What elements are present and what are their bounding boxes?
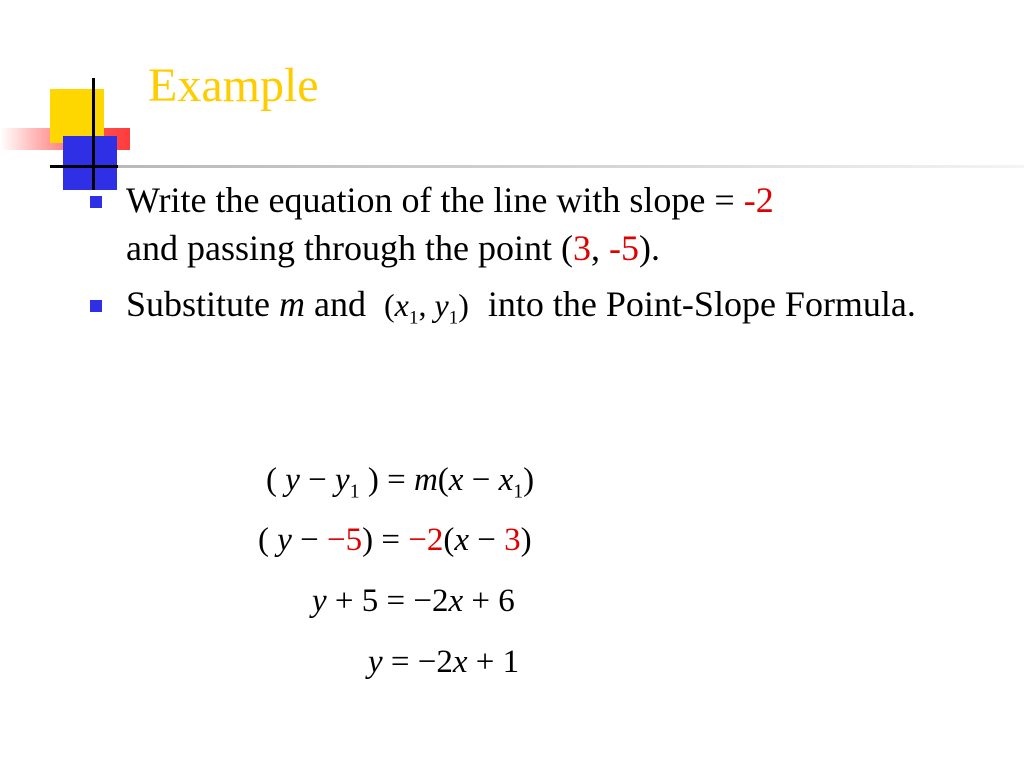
equation-0-part-2: − (299, 462, 336, 498)
bullet-1-text-c: ). (638, 228, 660, 268)
bullet-square-icon (90, 196, 102, 208)
equation-0-part-11: 1 (513, 480, 524, 503)
bullet-item-2 (88, 280, 988, 342)
equation-0-part-10: x (498, 462, 514, 498)
equation-0-part-8: x (448, 462, 464, 498)
equation-2-part-2: x (448, 583, 464, 619)
equation-0-part-1: y (285, 462, 300, 498)
decor-vertical-line (92, 78, 95, 190)
point-y-value: -5 (608, 228, 639, 268)
bullet-1-text-b: and passing through the point ( (126, 228, 573, 268)
bullet-item-1 (88, 176, 988, 272)
equation-2-part-3: + 6 (463, 583, 515, 619)
equation-0-part-4: 1 (349, 480, 360, 503)
equation-0-part-7: ( (437, 462, 449, 498)
equation-substituted (258, 520, 532, 560)
slope-symbol: m (279, 284, 306, 324)
equation-1-part-2: − (291, 522, 328, 558)
equation-1-part-3: −5 (327, 522, 363, 558)
equation-0-part-3: y (335, 462, 350, 498)
equation-point-slope-formula (266, 460, 534, 512)
equation-1-part-1: y (277, 522, 292, 558)
equation-slope-intercept (368, 642, 519, 682)
title-rule (118, 165, 1024, 168)
equation-1-part-10: ) (520, 522, 532, 558)
title-decoration (0, 0, 160, 200)
bullet-list (88, 176, 988, 350)
bullet-square-icon (90, 300, 102, 312)
equation-0-part-9: − (463, 462, 499, 498)
equation-1-part-8: − (469, 522, 505, 558)
equation-3-part-0: y (368, 644, 383, 680)
point-separator: , (590, 228, 609, 268)
equation-1-part-4: ) = (362, 522, 409, 558)
equation-1-part-7: x (454, 522, 470, 558)
equation-distributed (312, 581, 515, 621)
equation-1-part-9: 3 (504, 522, 521, 558)
decor-yellow-square (50, 89, 104, 143)
point-symbol: ($x_1$, $y_1$) (384, 287, 469, 329)
equation-1-part-6: ( (443, 522, 455, 558)
equation-3-part-3: + 1 (467, 644, 520, 680)
equation-3-part-1: = −2 (382, 644, 453, 680)
bullet-2-text-c: into the Point-Slope Formula. (478, 284, 916, 324)
bullet-2-text-a: Substitute (126, 284, 280, 324)
bullet-1-text-a: Write the equation of the line with slope = (126, 180, 744, 220)
bullet-2-text-b: and (305, 284, 367, 324)
equation-0-part-0: ( (266, 462, 286, 498)
equation-3-part-2: x (452, 644, 468, 680)
equation-2-part-1: + 5 = −2 (326, 583, 449, 619)
equation-0-part-5: ) = (359, 462, 414, 498)
equation-0-part-6: m (413, 462, 438, 498)
point-x-value: 3 (572, 228, 591, 268)
equation-1-part-0: ( (258, 522, 278, 558)
equation-0-part-12: ) (523, 462, 535, 498)
slope-value: -2 (743, 180, 774, 220)
equation-2-part-0: y (312, 583, 327, 619)
slide-title: Example (148, 59, 319, 112)
equation-1-part-5: −2 (408, 522, 444, 558)
